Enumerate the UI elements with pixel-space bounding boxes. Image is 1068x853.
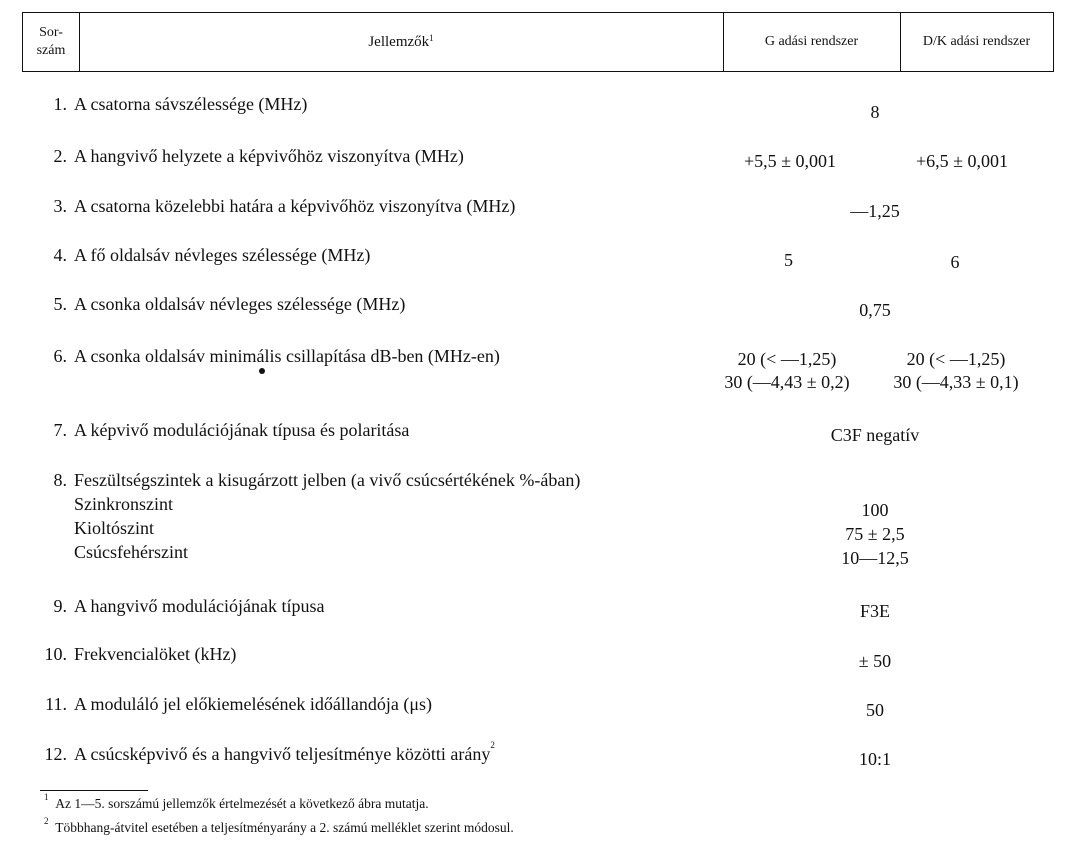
header-col-characteristics-label: Jellemzők [368, 33, 430, 50]
row-value-dk: +6,5 ± 0,001 [915, 151, 1009, 171]
row-value-g: 5 [784, 250, 793, 270]
header-col-dk-system: D/K adási rendszer [922, 34, 1031, 49]
row-label-text: A csúcsképvivő és a hangvivő teljesítménye közötti arány [74, 744, 491, 764]
row-value-merged: 10:1 [858, 749, 891, 769]
footnote-text: Többhang-átvitel esetében a teljesítményarány a 2. számú melléklet szerint módosul. [55, 820, 514, 835]
row-number: 10. [44, 644, 67, 664]
row-number: 8. [53, 470, 67, 490]
row-number: 2. [53, 146, 67, 166]
row-number: 7. [53, 420, 67, 440]
sub-row-value: 10—12,5 [841, 548, 909, 568]
row-number: 5. [53, 294, 67, 314]
row-label: Frekvencialöket (kHz) [74, 644, 237, 664]
row-value-merged: —1,25 [850, 201, 900, 221]
row-label: Feszültségszintek a kisugárzott jelben (a vivő csúcsértékének %-ában) [74, 470, 581, 490]
row-label: A fő oldalsáv névleges szélessége (MHz) [74, 245, 371, 265]
row-number: 6. [53, 346, 67, 366]
row-number: 12. [44, 744, 67, 764]
header-col-number-line1: Sor- [39, 25, 63, 40]
sub-row-value: 100 [861, 500, 889, 520]
header-col-number-line2: szám [36, 43, 66, 58]
footnote [44, 792, 429, 812]
row-footnote-mark: 2 [490, 740, 495, 750]
row-value-g: +5,5 ± 0,001 [743, 151, 837, 171]
footnote [44, 816, 514, 836]
footnote-divider [40, 790, 148, 791]
row-label: A csatorna közelebbi határa a képvivőhöz viszonyítva (MHz) [74, 196, 516, 216]
row-label [74, 740, 495, 765]
row-value-g-second: 30 (—4,43 ± 0,2) [724, 372, 850, 392]
row-label: A moduláló jel előkiemelésének időállandója (μs) [74, 694, 433, 714]
footnote-mark: 2 [44, 816, 49, 826]
header-footnote-mark: 1 [429, 33, 434, 43]
row-number: 11. [45, 694, 67, 714]
row-value-merged: C3F negatív [830, 425, 920, 445]
row-value-merged: 0,75 [859, 300, 891, 320]
sub-row-label: Kioltószint [74, 518, 154, 538]
row-number: 3. [53, 196, 67, 216]
sub-row-value: 75 ± 2,5 [845, 524, 905, 544]
row-number: 4. [53, 245, 67, 265]
row-label: A csatorna sávszélessége (MHz) [74, 94, 308, 114]
row-label: A hangvivő modulációjának típusa [74, 596, 325, 616]
row-label: A képvivő modulációjának típusa és polaritása [74, 420, 410, 440]
row-number: 1. [53, 94, 67, 114]
row-value-dk: 6 [950, 252, 960, 272]
sub-row-label: Csúcsfehérszint [74, 542, 188, 562]
row-value-merged: 50 [866, 700, 884, 720]
header-col-number [23, 13, 80, 71]
header-col-characteristics [79, 13, 724, 71]
row-label: A hangvivő helyzete a képvivőhöz viszonyítva (MHz) [74, 146, 464, 166]
row-value-dk-second: 30 (—4,33 ± 0,1) [893, 372, 1019, 392]
sub-row-label: Szinkronszint [74, 494, 173, 514]
row-value-merged: ± 50 [858, 651, 892, 671]
row-value-merged: 8 [870, 102, 880, 122]
header-col-g-system: G adási rendszer [723, 13, 901, 71]
row-label: A csonka oldalsáv minimális csillapítása dB-ben (MHz-en) [74, 346, 500, 366]
table-header [22, 12, 1054, 72]
row-value-g: 20 (< —1,25) [737, 349, 837, 369]
row-value-merged: F3E [859, 601, 890, 621]
row-value-dk: 20 (< —1,25) [906, 349, 1006, 369]
footnote-text: Az 1—5. sorszámú jellemzők értelmezését a következő ábra mutatja. [55, 796, 429, 811]
ink-dot [259, 368, 265, 374]
row-number: 9. [53, 596, 67, 616]
footnote-mark: 1 [44, 792, 49, 802]
row-label: A csonka oldalsáv névleges szélessége (MHz) [74, 294, 406, 314]
